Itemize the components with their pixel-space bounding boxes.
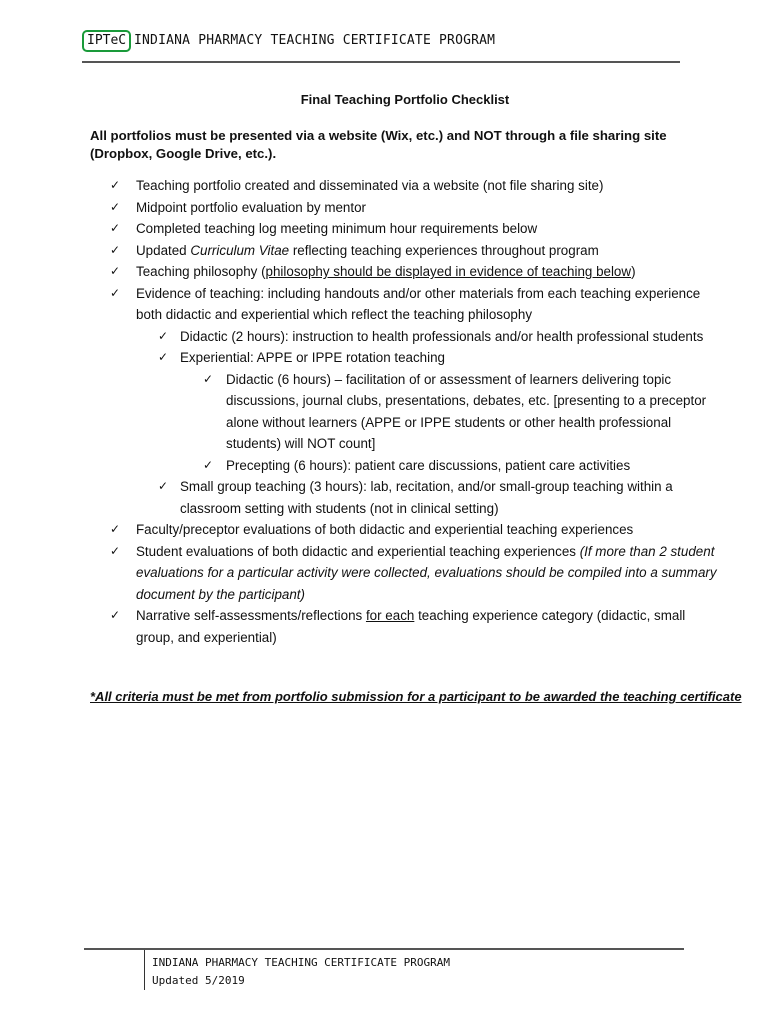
header-title: INDIANA PHARMACY TEACHING CERTIFICATE PROGRAM	[134, 33, 496, 48]
item-text: Evidence of teaching: including handouts and/or other materials from each teaching experience	[136, 285, 701, 301]
checklist-item	[90, 197, 730, 219]
checklist-subsubitem	[90, 369, 730, 455]
checkmark-icon: ✓	[158, 328, 169, 343]
checklist-subitem	[90, 347, 730, 369]
item-text-underlined: philosophy should be displayed in evidence of teaching below	[265, 264, 632, 279]
checklist	[90, 175, 730, 648]
item-text: Small group teaching (3 hours): lab, recitation, and/or small-group teaching within a	[180, 479, 673, 494]
item-text: Teaching portfolio created and disseminated via a website (not file sharing site)	[136, 178, 604, 193]
item-text: Experiential: APPE or IPPE rotation teaching	[180, 350, 445, 365]
criteria-footnote: *All criteria must be met from portfolio submission for a participant to be awarded the teaching certificate	[90, 689, 742, 704]
checklist-item	[90, 605, 730, 648]
checkmark-icon: ✓	[110, 264, 121, 278]
footer-updated-date: Updated 5/2019	[152, 974, 245, 987]
item-text-italic: (If more than 2 student	[579, 543, 715, 559]
checklist-subsubitem	[90, 455, 730, 477]
footer-vertical-divider	[144, 950, 145, 990]
item-text: discussions, journal clubs, presentations, debates, etc. [presenting to a preceptor	[226, 393, 707, 408]
footer-divider	[84, 948, 684, 950]
item-text-italic: document by the participant)	[136, 586, 305, 602]
checkmark-icon: ✓	[158, 479, 169, 493]
item-text: teaching experience category (didactic, small	[414, 608, 686, 623]
page-footer	[84, 948, 686, 998]
item-text: Updated	[136, 242, 191, 258]
item-text: group, and experiential)	[136, 629, 277, 645]
document-title: Final Teaching Portfolio Checklist	[300, 92, 510, 107]
checkmark-icon: ✓	[158, 350, 169, 364]
footer-program-name: INDIANA PHARMACY TEACHING CERTIFICATE PROGRAM	[152, 956, 451, 969]
page-header	[82, 28, 682, 68]
checkmark-icon: ✓	[110, 199, 121, 214]
document-body	[90, 92, 730, 648]
checklist-item	[90, 541, 730, 606]
checklist-subitem	[90, 476, 730, 519]
item-text: Student evaluations of both didactic and experiential teaching experiences	[136, 543, 580, 559]
item-text: both didactic and experiential which reflect the teaching philosophy	[136, 307, 533, 322]
item-text-italic: Curriculum Vitae	[190, 242, 290, 258]
checkmark-icon: ✓	[110, 285, 121, 300]
checkmark-icon: ✓	[110, 178, 121, 192]
checkmark-icon: ✓	[110, 221, 121, 235]
intro-paragraph	[90, 127, 730, 163]
checkmark-icon: ✓	[110, 608, 121, 622]
item-text: students) will NOT count]	[226, 436, 376, 451]
item-text: alone without learners (APPE or IPPE students or other health professional	[226, 414, 672, 430]
checklist-item	[90, 175, 730, 197]
checklist-item	[90, 240, 730, 262]
item-text: classroom setting with students (not in clinical setting)	[180, 500, 499, 516]
item-text: Didactic (2 hours): instruction to health professionals and/or health professional students	[180, 328, 704, 344]
checkmark-icon: ✓	[110, 242, 121, 257]
checklist-subitem	[90, 326, 730, 348]
item-text: Faculty/preceptor evaluations of both didactic and experiential teaching experiences	[136, 522, 634, 537]
checklist-item	[90, 261, 730, 283]
checkmark-icon: ✓	[110, 543, 121, 558]
checklist-item	[90, 283, 730, 326]
item-text: Completed teaching log meeting minimum hour requirements below	[136, 221, 538, 236]
intro-line: (Dropbox, Google Drive, etc.).	[90, 146, 277, 161]
item-text: Midpoint portfolio evaluation by mentor	[136, 199, 367, 215]
item-text-italic: evaluations for a particular activity were collected, evaluations should be compiled into a summary	[136, 565, 717, 580]
checklist-item	[90, 519, 730, 541]
item-text: Precepting (6 hours): patient care discussions, patient care activities	[226, 457, 631, 473]
checklist-item	[90, 218, 730, 240]
item-text: Narrative self-assessments/reflections	[136, 608, 366, 623]
item-text: Didactic (6 hours) – facilitation of or assessment of learners delivering topic	[226, 371, 672, 387]
iptec-logo: IPTeC	[82, 30, 131, 52]
item-text: Teaching philosophy (	[136, 264, 266, 279]
item-text-underlined: for each	[365, 608, 415, 623]
header-divider	[82, 61, 680, 63]
intro-line: All portfolios must be presented via a website (Wix, etc.) and NOT through a file sharing site	[90, 128, 667, 143]
item-text: )	[631, 264, 636, 279]
item-text: reflecting teaching experiences throughout program	[289, 242, 599, 258]
checkmark-icon: ✓	[203, 457, 214, 472]
checkmark-icon: ✓	[203, 371, 214, 386]
checkmark-icon: ✓	[110, 522, 121, 536]
